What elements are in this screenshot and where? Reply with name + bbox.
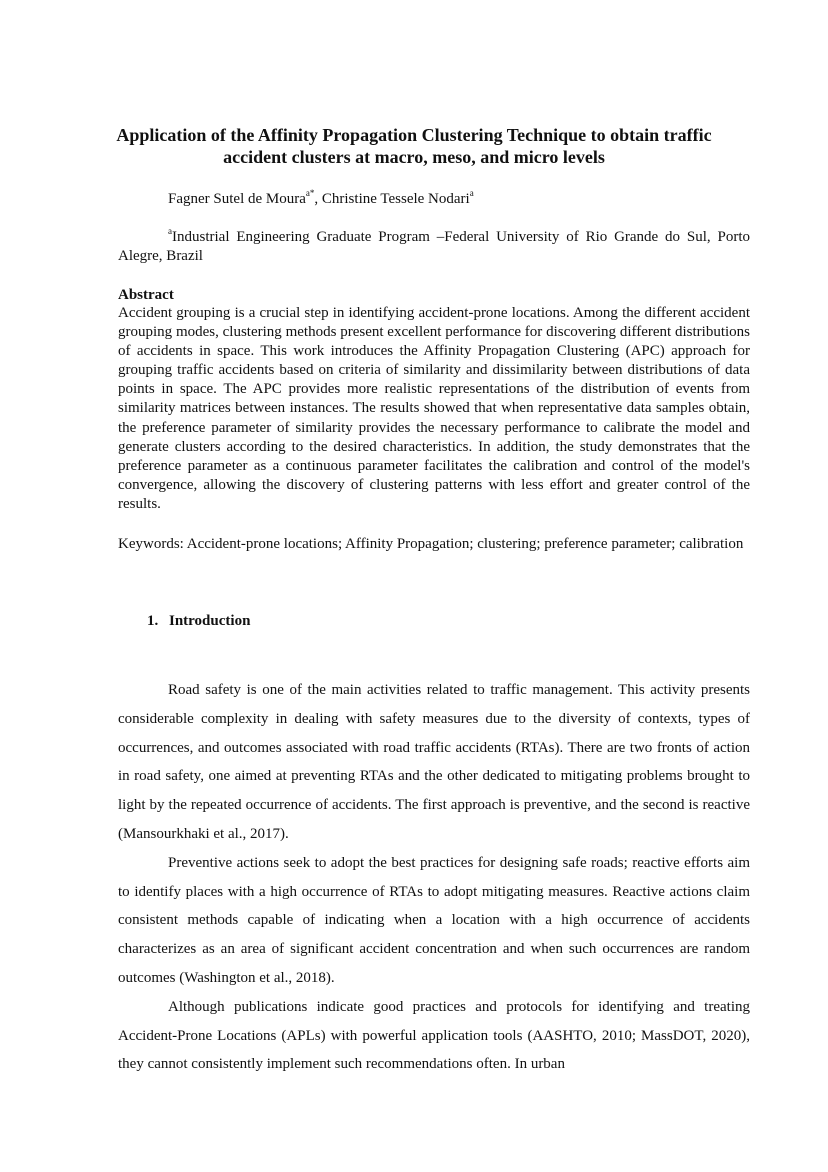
affiliation-marker: a xyxy=(168,226,172,236)
body-text xyxy=(118,676,750,1079)
paragraph: Road safety is one of the main activities related to traffic management. This activity presents considerable complexity in dealing with safety measures due to the diversity of contexts, types of occurrences, and outcomes associated with road traffic accidents (RTAs). There are two fronts of action in road safety, one aimed at preventing RTAs and the other dedicated to mitigating problems brought to light by the repeated occurrence of accidents. The first approach is preventive, and the second is reactive (Mansourkhaki et al., 2017). xyxy=(118,682,750,842)
abstract-text: Accident grouping is a crucial step in identifying accident-prone locations. Among the different accident grouping modes, clustering methods present excellent performance for discovering different distributions of accidents in space. This work introduces the Affinity Propagation Clustering (APC) approach for grouping traffic accidents based on criteria of similarity and dissimilarity between distributions of data points in space. The APC provides more realistic representations of the distribution of events from similarity matrices between instances. The results showed that when representative data samples obtain, the preference parameter of similarity provides the necessary performance to calibrate the model and generate clusters according to the desired characteristics. In addition, the study demonstrates that the preference parameter as a continuous parameter facilitates the calibration and control of the model's convergence, allowing the discovery of clustering patterns with less effort and greater control of the results. xyxy=(118,305,750,512)
section-title: Introduction xyxy=(169,613,251,629)
author-separator: , xyxy=(314,191,322,207)
affiliation-text: Industrial Engineering Graduate Program –Federal University of Rio Grande do Sul, Porto Alegre, Brazil xyxy=(118,229,750,264)
author-name: Christine Tessele Nodari xyxy=(321,191,470,207)
author-superscript: a xyxy=(469,188,474,198)
author-name: Fagner Sutel de Moura xyxy=(168,191,306,207)
paragraph: Preventive actions seek to adopt the best practices for designing safe roads; reactive efforts aim to identify places with a high occurrence of RTAs to adopt mitigating measures. Reactive actions claim consistent methods capable of indicating when a location with a high occurrence of accidents characterizes as an area of significant accident concentration and when such occurrences are random outcomes (Washington et al., 2018). xyxy=(118,854,750,986)
affiliation xyxy=(118,228,750,266)
author-line xyxy=(168,189,474,209)
abstract-heading: Abstract xyxy=(118,287,174,303)
author-superscript: a* xyxy=(305,188,315,198)
section-number: 1. xyxy=(147,613,159,629)
paper-title: Application of the Affinity Propagation Clustering Technique to obtain traffic accident clusters at macro, meso, and micro levels xyxy=(116,125,712,167)
section-heading xyxy=(147,612,250,630)
paragraph: Although publications indicate good practices and protocols for identifying and treating Accident-Prone Locations (APLs) with powerful application tools (AASHTO, 2010; MassDOT, 2020), they cannot consistently implement such recommendations often. In urban xyxy=(118,998,750,1073)
keywords: Keywords: Accident-prone locations; Affinity Propagation; clustering; preference parameter; calibration xyxy=(118,536,744,552)
